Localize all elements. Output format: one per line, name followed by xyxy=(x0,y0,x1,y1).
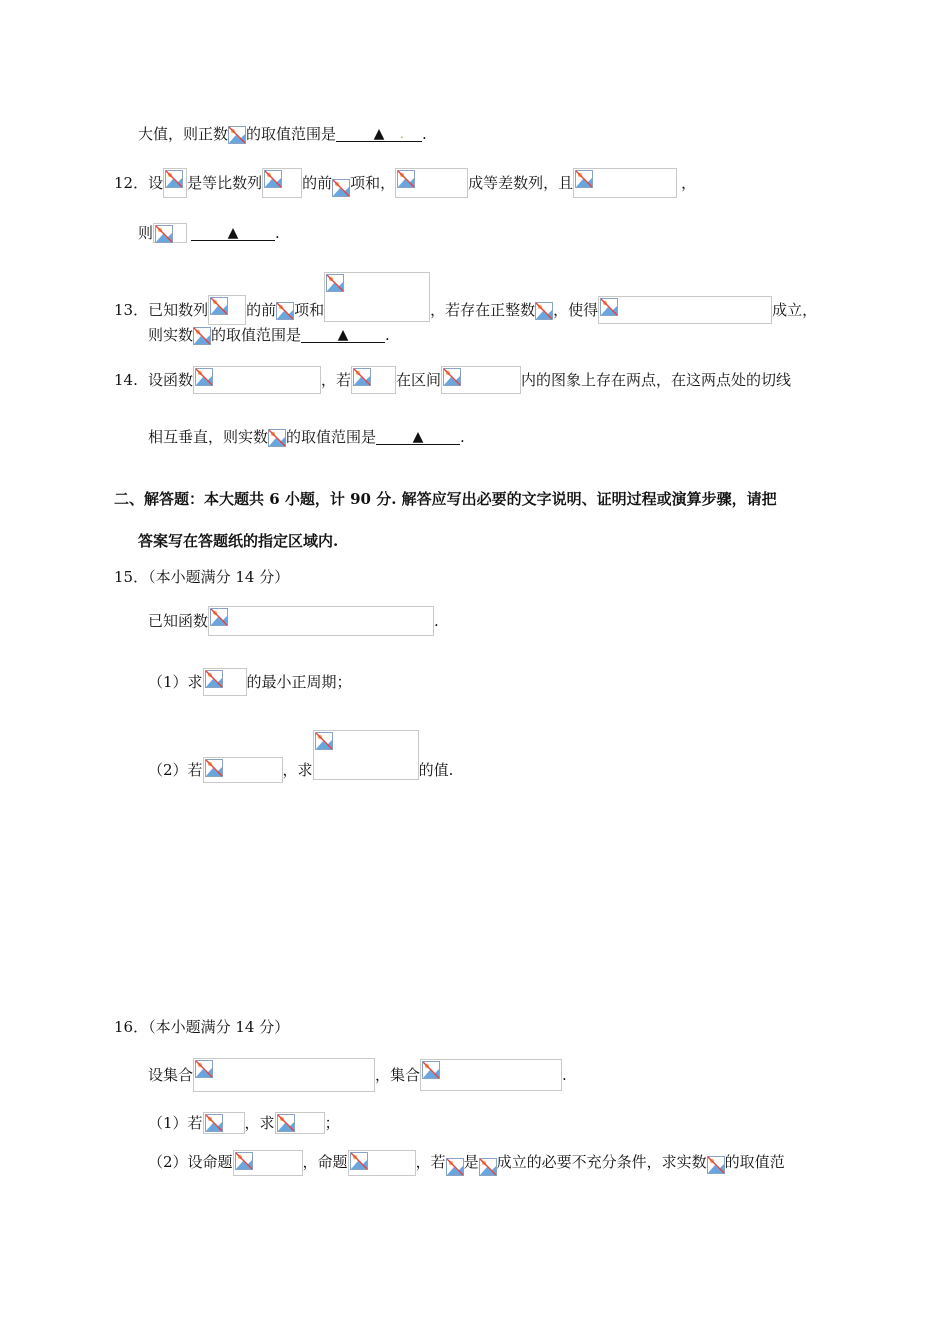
formula-image-icon xyxy=(193,366,321,394)
q14-line1 xyxy=(114,366,791,394)
answer-blank: ▲ xyxy=(301,328,385,343)
text: 项和 xyxy=(294,301,325,319)
question-number: 12． xyxy=(114,174,149,192)
q14-line2 xyxy=(148,426,465,447)
question-number: 14. xyxy=(114,371,138,389)
text: 内的图象上存在两点，在这两点处的切线 xyxy=(521,371,792,389)
formula-image-icon xyxy=(163,168,187,198)
text: 成等差数列，且 xyxy=(468,174,574,192)
section-heading xyxy=(114,488,777,509)
text: . xyxy=(422,125,427,143)
text: 设 xyxy=(148,174,164,192)
text: 则 xyxy=(138,224,154,242)
formula-image-icon xyxy=(262,168,302,198)
text: 是等比数列 xyxy=(187,174,263,192)
formula-image-icon xyxy=(276,300,294,320)
formula-image-icon xyxy=(203,668,247,696)
text: 成立， xyxy=(772,301,818,319)
text: 的取值范 xyxy=(724,1153,785,1171)
formula-image-icon xyxy=(441,366,521,394)
text: 设集合 xyxy=(148,1066,194,1084)
q15-stem xyxy=(148,606,439,636)
q16-part2 xyxy=(148,1150,785,1176)
text: 的取值范围是 xyxy=(246,125,337,143)
text: 的取值范围是 xyxy=(286,428,377,446)
formula-image-icon xyxy=(351,366,396,394)
q15-part2 xyxy=(148,730,453,783)
text: 项和， xyxy=(350,174,396,192)
formula-image-icon xyxy=(446,1156,464,1176)
text: （2）若 xyxy=(148,761,203,779)
text: . xyxy=(385,326,390,344)
q16-part1 xyxy=(148,1112,340,1134)
text: 在区间 xyxy=(396,371,442,389)
formula-image-icon xyxy=(395,168,468,198)
formula-image-icon xyxy=(203,1112,245,1134)
text: ，若存在正整数 xyxy=(430,301,536,319)
text: （2）设命题 xyxy=(148,1153,233,1171)
formula-image-icon xyxy=(313,730,419,780)
formula-image-icon xyxy=(193,325,211,345)
text: （1）求 xyxy=(148,673,203,691)
formula-image-icon xyxy=(332,173,350,193)
text: 答案写在答题纸的指定区域内. xyxy=(138,532,339,550)
text: 设函数 xyxy=(148,371,194,389)
text: ，使得 xyxy=(553,301,599,319)
text: 的最小正周期； xyxy=(246,673,352,691)
text: 二、解答题：本大题共 6 小题，计 90 分. 解答应写出必要的文字说明、证明过程或演算步骤，请把 xyxy=(114,490,777,508)
formula-image-icon xyxy=(479,1156,497,1176)
question-number: 13． xyxy=(114,301,149,319)
q12-line2 xyxy=(138,222,280,243)
text: 相互垂直，则实数 xyxy=(148,428,269,446)
q13-line1 xyxy=(114,272,817,325)
text: 的取值范围是 xyxy=(211,326,302,344)
question-header: 16．（本小题满分 14 分） xyxy=(114,1018,290,1036)
text: 的前 xyxy=(246,301,277,319)
formula-image-icon xyxy=(275,1112,325,1134)
text: 成立的必要不充分条件，求实数 xyxy=(496,1153,707,1171)
text: . xyxy=(275,224,280,242)
q16-stem xyxy=(148,1058,567,1092)
formula-image-icon xyxy=(573,168,677,198)
formula-image-icon xyxy=(535,300,553,320)
text: ，命题 xyxy=(302,1153,348,1171)
text: ，求 xyxy=(244,1114,275,1132)
text: ， xyxy=(681,174,697,192)
formula-image-icon xyxy=(153,223,187,243)
formula-image-icon xyxy=(193,1058,375,1092)
answer-blank: ▲ xyxy=(191,226,275,241)
formula-image-icon xyxy=(233,1150,303,1176)
text: 大值，则正数 xyxy=(138,125,229,143)
formula-image-icon xyxy=(208,295,246,325)
q15-part1 xyxy=(148,668,352,696)
text: （1）若 xyxy=(148,1114,203,1132)
q11-tail-line xyxy=(138,123,427,144)
formula-image-icon xyxy=(203,757,283,783)
q12-line1 xyxy=(114,168,696,198)
formula-image-icon xyxy=(268,427,286,447)
text: ，若 xyxy=(321,371,352,389)
text: ； xyxy=(324,1114,340,1132)
formula-image-icon xyxy=(598,296,772,324)
formula-image-icon xyxy=(228,124,246,144)
text: 已知数列 xyxy=(148,301,209,319)
text: 的值. xyxy=(418,761,454,779)
text: ，集合 xyxy=(375,1066,421,1084)
text: . xyxy=(562,1066,567,1084)
text: 的前 xyxy=(302,174,333,192)
formula-image-icon xyxy=(208,606,434,636)
text: . xyxy=(460,428,465,446)
formula-image-icon xyxy=(420,1059,562,1091)
q16-header xyxy=(114,1016,289,1037)
text: 则实数 xyxy=(148,326,194,344)
text: 已知函数 xyxy=(148,612,209,630)
formula-image-icon xyxy=(348,1150,416,1176)
text: ，若 xyxy=(415,1153,446,1171)
section-heading-cont xyxy=(138,530,338,551)
q15-header xyxy=(114,566,289,587)
text: . xyxy=(434,612,439,630)
formula-image-icon xyxy=(707,1154,725,1174)
answer-blank: ▲ xyxy=(376,430,460,445)
question-header: 15．（本小题满分 14 分） xyxy=(114,568,290,586)
answer-blank: ▲ . xyxy=(336,127,422,142)
text: 是 xyxy=(463,1153,479,1171)
text: ，求 xyxy=(282,761,313,779)
q13-line2 xyxy=(148,324,390,345)
formula-image-icon xyxy=(324,272,430,322)
